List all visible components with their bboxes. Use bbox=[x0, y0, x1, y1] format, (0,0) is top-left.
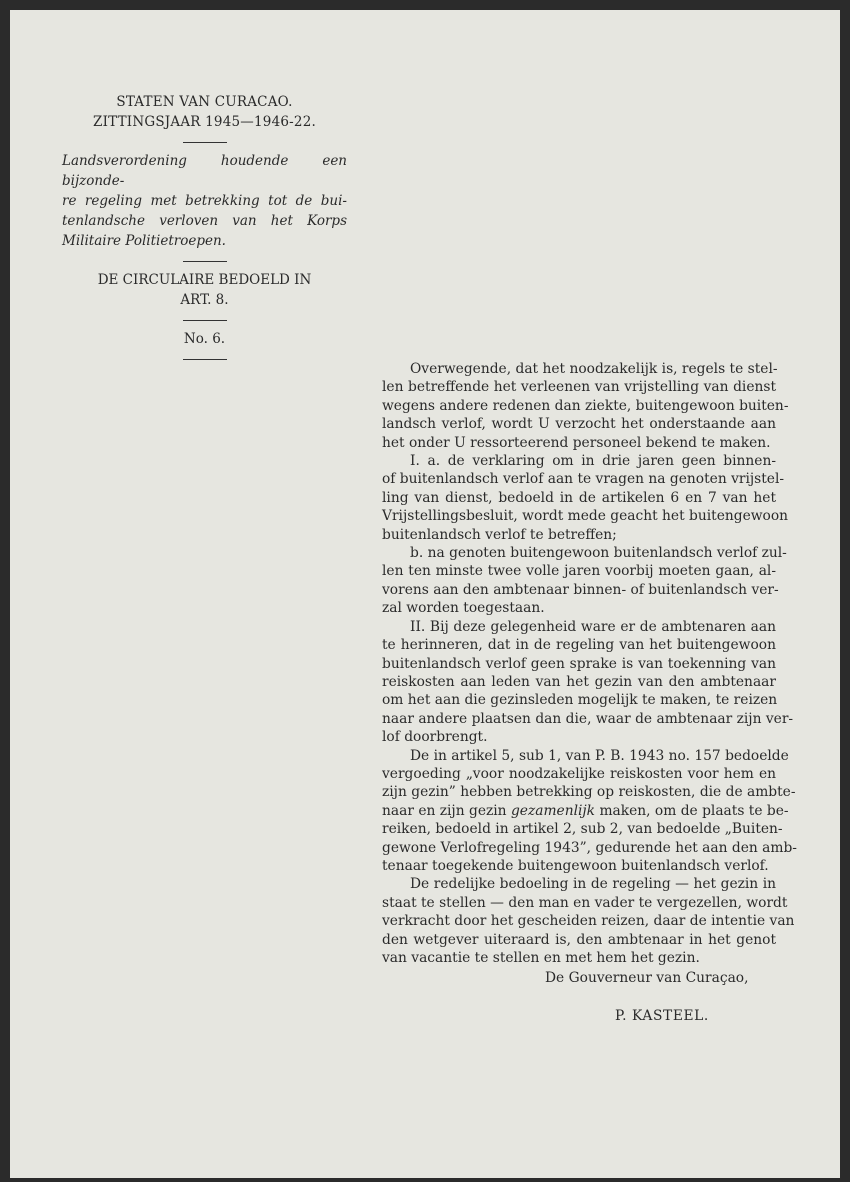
body-line: II. Bij deze gelegenheid ware er de ambtenaren aan bbox=[410, 618, 776, 635]
body-line: naar andere plaatsen dan die, waar de ambtenaar zijn ver- bbox=[382, 710, 794, 727]
body-line: het onder U ressorteerend personeel bekend te maken. bbox=[382, 434, 771, 451]
body-line: ling van dienst, bedoeld in de artikelen 6 en 7 van het bbox=[382, 489, 776, 506]
signature-name: P. KASTEEL. bbox=[615, 1008, 709, 1024]
body-line: Vrijstellingsbesluit, wordt mede geacht het buitengewoon bbox=[382, 508, 789, 525]
body-line: I. a. de verklaring om in drie jaren geen binnen- bbox=[410, 453, 776, 470]
header-block bbox=[62, 92, 347, 368]
body-line: gewone Verlofregeling 1943”, gedurende het aan den amb- bbox=[382, 839, 797, 856]
body-line: te herinneren, dat in de regeling van het buitengewoon bbox=[382, 637, 776, 654]
subject-title bbox=[62, 151, 347, 251]
document-page bbox=[10, 10, 840, 1178]
body-text bbox=[382, 360, 797, 967]
body-line: vergoeding „voor noodzakelijke reiskosten voor hem en bbox=[382, 765, 776, 782]
divider bbox=[183, 320, 227, 321]
body-line: b. na genoten buitengewoon buitenlandsch verlof zul- bbox=[410, 545, 787, 562]
body-line: of buitenlandsch verlof aan te vragen na genoten vrijstel- bbox=[382, 471, 785, 488]
body-line: den wetgever uiteraard is, den ambtenaar in het genot bbox=[382, 931, 776, 948]
body-line: len betreffende het verleenen van vrijstelling van dienst bbox=[382, 379, 776, 396]
emphasis-word: gezamenlijk bbox=[510, 802, 596, 819]
body-line: reiskosten aan leden van het gezin van den ambtenaar bbox=[382, 673, 776, 690]
circular-line-1: DE CIRCULAIRE BEDOELD IN bbox=[97, 272, 312, 288]
body-line: vorens aan den ambtenaar binnen- of buitenlandsch ver- bbox=[382, 581, 779, 598]
body-line: buitenlandsch verlof te betreffen; bbox=[382, 526, 617, 543]
subject-line: Militaire Politietroepen. bbox=[62, 233, 226, 249]
body-line: zal worden toegestaan. bbox=[382, 600, 545, 617]
body-line: len ten minste twee volle jaren voorbij moeten gaan, al- bbox=[382, 563, 776, 580]
body-line: De redelijke bedoeling in de regeling — het gezin in bbox=[410, 876, 776, 893]
subject-line: tenlandsche verloven van het Korps bbox=[62, 213, 347, 229]
body-line: tenaar toegekende buitengewoon buitenlandsch verlof. bbox=[382, 857, 769, 874]
header-line-1: STATEN VAN CURACAO. bbox=[116, 94, 293, 110]
subject-line: re regeling met betrekking tot de bui- bbox=[62, 193, 347, 209]
signature-title: De Gouverneur van Curaçao, bbox=[545, 970, 749, 986]
document-number: No. 6. bbox=[183, 331, 226, 347]
divider bbox=[183, 261, 227, 262]
body-line: zijn gezin” hebben betrekking op reiskosten, die de ambte- bbox=[382, 784, 796, 801]
body-line: lof doorbrengt. bbox=[382, 729, 488, 746]
body-line: De in artikel 5, sub 1, van P. B. 1943 no. 157 bedoelde bbox=[410, 747, 789, 764]
circular-line-2: ART. 8. bbox=[180, 292, 229, 308]
body-line: verkracht door het gescheiden reizen, daar de intentie van bbox=[382, 913, 795, 930]
body-line: landsch verlof, wordt U verzocht het onderstaande aan bbox=[382, 416, 776, 433]
body-line: staat te stellen — den man en vader te vergezellen, wordt bbox=[382, 894, 788, 911]
body-line: van vacantie te stellen en met hem het gezin. bbox=[382, 950, 700, 966]
body-line: reiken, bedoeld in artikel 2, sub 2, van bedoelde „Buiten- bbox=[382, 821, 783, 838]
subject-line: Landsverordening houdende een bijzonde- bbox=[62, 153, 347, 189]
body-segment: naar en zijn gezin bbox=[382, 802, 507, 819]
body-segment: maken, om de plaats te be- bbox=[599, 802, 789, 819]
header-line-2: ZITTINGSJAAR 1945—1946-22. bbox=[93, 114, 316, 130]
body-line: buitenlandsch verlof geen sprake is van toekenning van bbox=[382, 655, 776, 672]
body-line: wegens andere redenen dan ziekte, buitengewoon buiten- bbox=[382, 397, 789, 414]
divider bbox=[183, 142, 227, 143]
body-line: Overwegende, dat het noodzakelijk is, regels te stel- bbox=[410, 361, 778, 377]
divider bbox=[183, 359, 227, 360]
body-line bbox=[382, 802, 789, 820]
body-line: om het aan die gezinsleden mogelijk te maken, te reizen bbox=[382, 692, 778, 709]
